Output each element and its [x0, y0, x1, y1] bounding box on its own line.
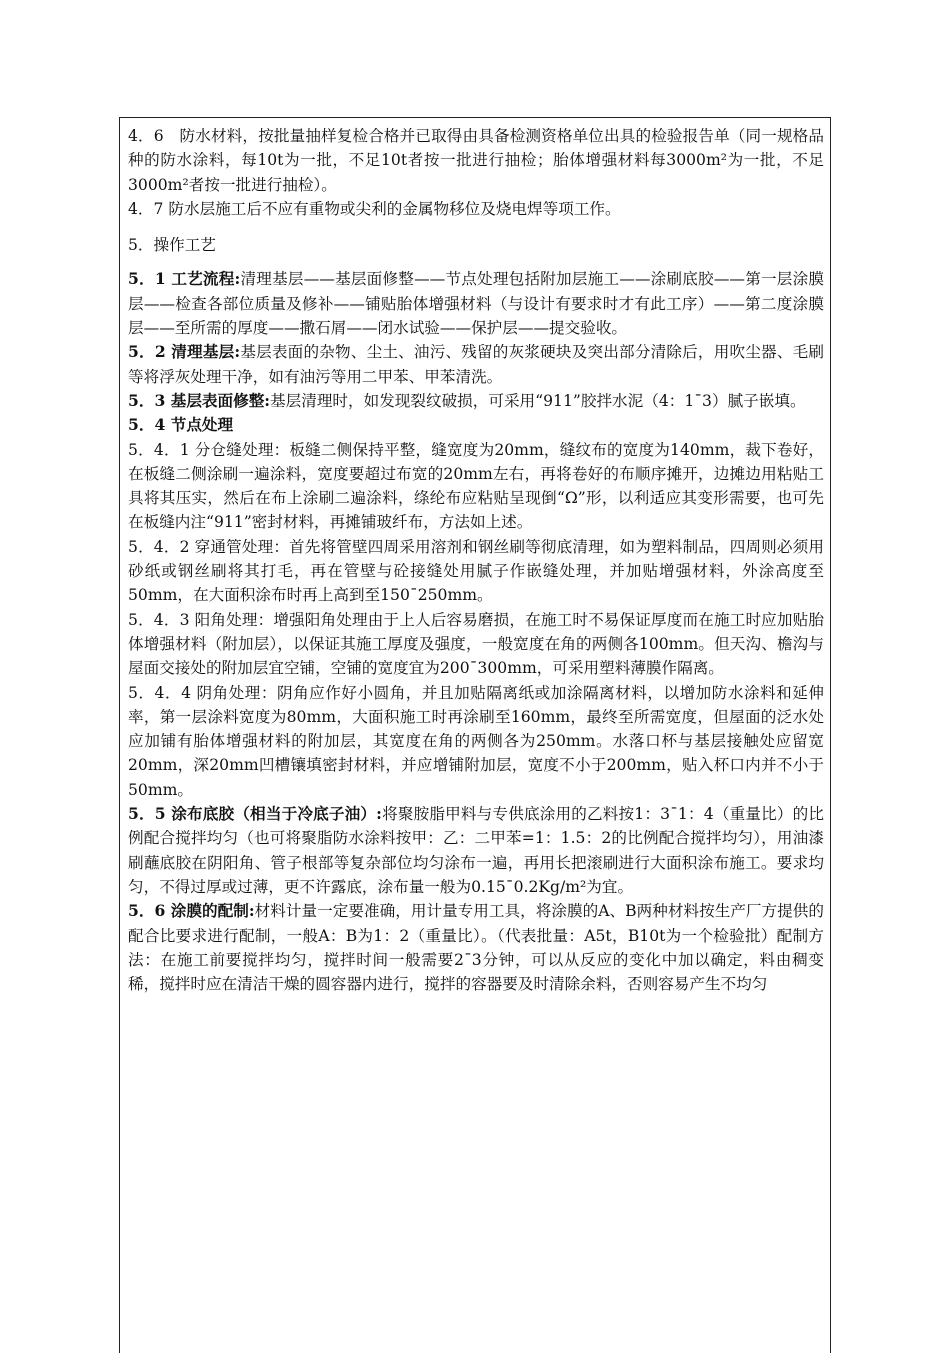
- item-5-1: [128, 267, 824, 340]
- document-frame: [119, 117, 831, 1353]
- spacer: [128, 221, 824, 233]
- item-5-6: [128, 899, 824, 996]
- item-5-1-body: 清理基层——基层面修整——节点处理包括附加层施工——涂刷底胶——第一层涂膜层——检查各部位质量及修补——铺贴胎体增强材料（与设计有要求时才有此工序）——第二度涂膜层——至所需的厚度——撒石屑——闭水试验——保护层——提交验收。: [128, 270, 824, 338]
- item-5-5-body: 将聚胺脂甲料与专供底涂用的乙料按1：3¯1：4（重量比）的比例配合搅拌均匀（也可将聚脂防水涂料按甲：乙：二甲苯=1：1.5：2的比例配合搅拌均匀），用油漆刷蘸底胶在阴阳角、管子根部等复杂部位均匀涂布一遍，再用长把滚刷进行大面积涂布施工。要求均匀，不得过厚或过薄，更不许露底，涂布量一般为0.15¯0.2Kg/m²为宜。: [128, 805, 825, 896]
- section-5-heading: 5．操作工艺: [128, 236, 216, 255]
- item-5-5-heading: 5．5 涂布底胶（相当于冷底子油）:: [128, 804, 382, 824]
- item-4-7: 4．7 防水层施工后不应有重物或尖利的金属物移位及烧电焊等项工作。: [128, 199, 621, 218]
- item-5-2: [128, 340, 824, 389]
- item-4-6: 4．6 防水材料，按批量抽样复检合格并已取得由具备检测资格单位出具的检验报告单（同一规格品种的防水涂料，每10t为一批，不足10t者按一批进行抽检；胎体增强材料每3000m²为一批，不足3000m²者按一批进行抽检）。: [128, 127, 824, 194]
- item-5-2-heading: 5．2 清理基层:: [128, 342, 241, 362]
- item-5-4-4: 5．4．4 阴角处理：阴角应作好小圆角，并且加贴隔离纸或加涂隔离材料，以增加防水涂料和延伸率，第一层涂料宽度为80mm，大面积施工时再涂刷至160mm，最终至所需宽度，但屋面的泛水处应加铺有胎体增强材料的附加层，其宽度在角的两侧各为250mm。水落口杯与基层接触处应留宽20mm，深20mm凹槽镶填密封材料，并应增铺附加层，宽度不小于200mm，贴入杯口内并不小于50mm。: [128, 683, 824, 799]
- item-5-4: [128, 413, 824, 437]
- spacer: [128, 257, 824, 267]
- item-5-6-body: 材料计量一定要准确，用计量专用工具，将涂膜的A、B两种材料按生产厂方提供的配合比要求进行配制，一般A：B为1：2（重量比）。（代表批量：A5t，B10t为一个检验批）配制方法：在施工前要搅拌均匀，搅拌时间一般需要2¯3分钟，可以从反应的变化中加以确定，料由稠变稀，搅拌时应在清洁干燥的圆容器内进行，搅拌的容器要及时清除余料，否则容易产生不均匀: [128, 902, 824, 994]
- item-5-5: [128, 802, 824, 899]
- item-5-2-body: 基层表面的杂物、尘土、油污、残留的灰浆硬块及突出部分清除后，用吹尘器、毛刷等将浮灰处理干净，如有油污等用二甲苯、甲苯清洗。: [128, 343, 824, 386]
- item-5-4-3: 5．4．3 阳角处理：增强阳角处理由于上人后容易磨损，在施工时不易保证厚度而在施工时应加贴胎体增强材料（附加层），以保证其施工厚度及强度，一般宽度在角的两侧各100mm。但天沟、檐沟与屋面交接处的附加层宜空铺，空铺的宽度宜为200¯300mm，可采用塑料薄膜作隔离。: [128, 610, 824, 678]
- item-5-3: [128, 389, 824, 413]
- item-5-4-heading: 5．4 节点处理: [128, 415, 234, 435]
- item-5-6-heading: 5．6 涂膜的配制:: [128, 901, 255, 921]
- item-5-1-heading: 5．1 工艺流程:: [128, 269, 241, 289]
- item-5-4-2: 5．4．2 穿通管处理：首先将管壁四周采用溶剂和钢丝刷等彻底清理，如为塑料制品，四周则必须用砂纸或钢丝刷将其打毛，再在管壁与砼接缝处用腻子作嵌缝处理，并加贴增强材料，外涂高度至50mm，在大面积涂布时再上高到至150¯250mm。: [128, 537, 824, 605]
- item-5-3-body: 基层清理时，如发现裂纹破损，可采用“911”胶拌水泥（4：1¯3）腻子嵌填。: [270, 391, 806, 410]
- item-5-3-heading: 5．3 基层表面修整:: [128, 390, 271, 410]
- item-5-4-1: 5．4．1 分仓缝处理：板缝二侧保持平整，缝宽度为20mm，缝纹布的宽度为140mm，裁下卷好，在板缝二侧涂刷一遍涂料，宽度要超过布宽的20mm左右，再将卷好的布顺序摊开，边摊边用粘贴工具将其压实，然后在布上涂刷二遍涂料，绦纶布应粘贴呈现倒“Ω”形，以利适应其变形需要，也可先在板缝内注“911”密封材料，再摊铺玻纤布，方法如上述。: [128, 440, 824, 532]
